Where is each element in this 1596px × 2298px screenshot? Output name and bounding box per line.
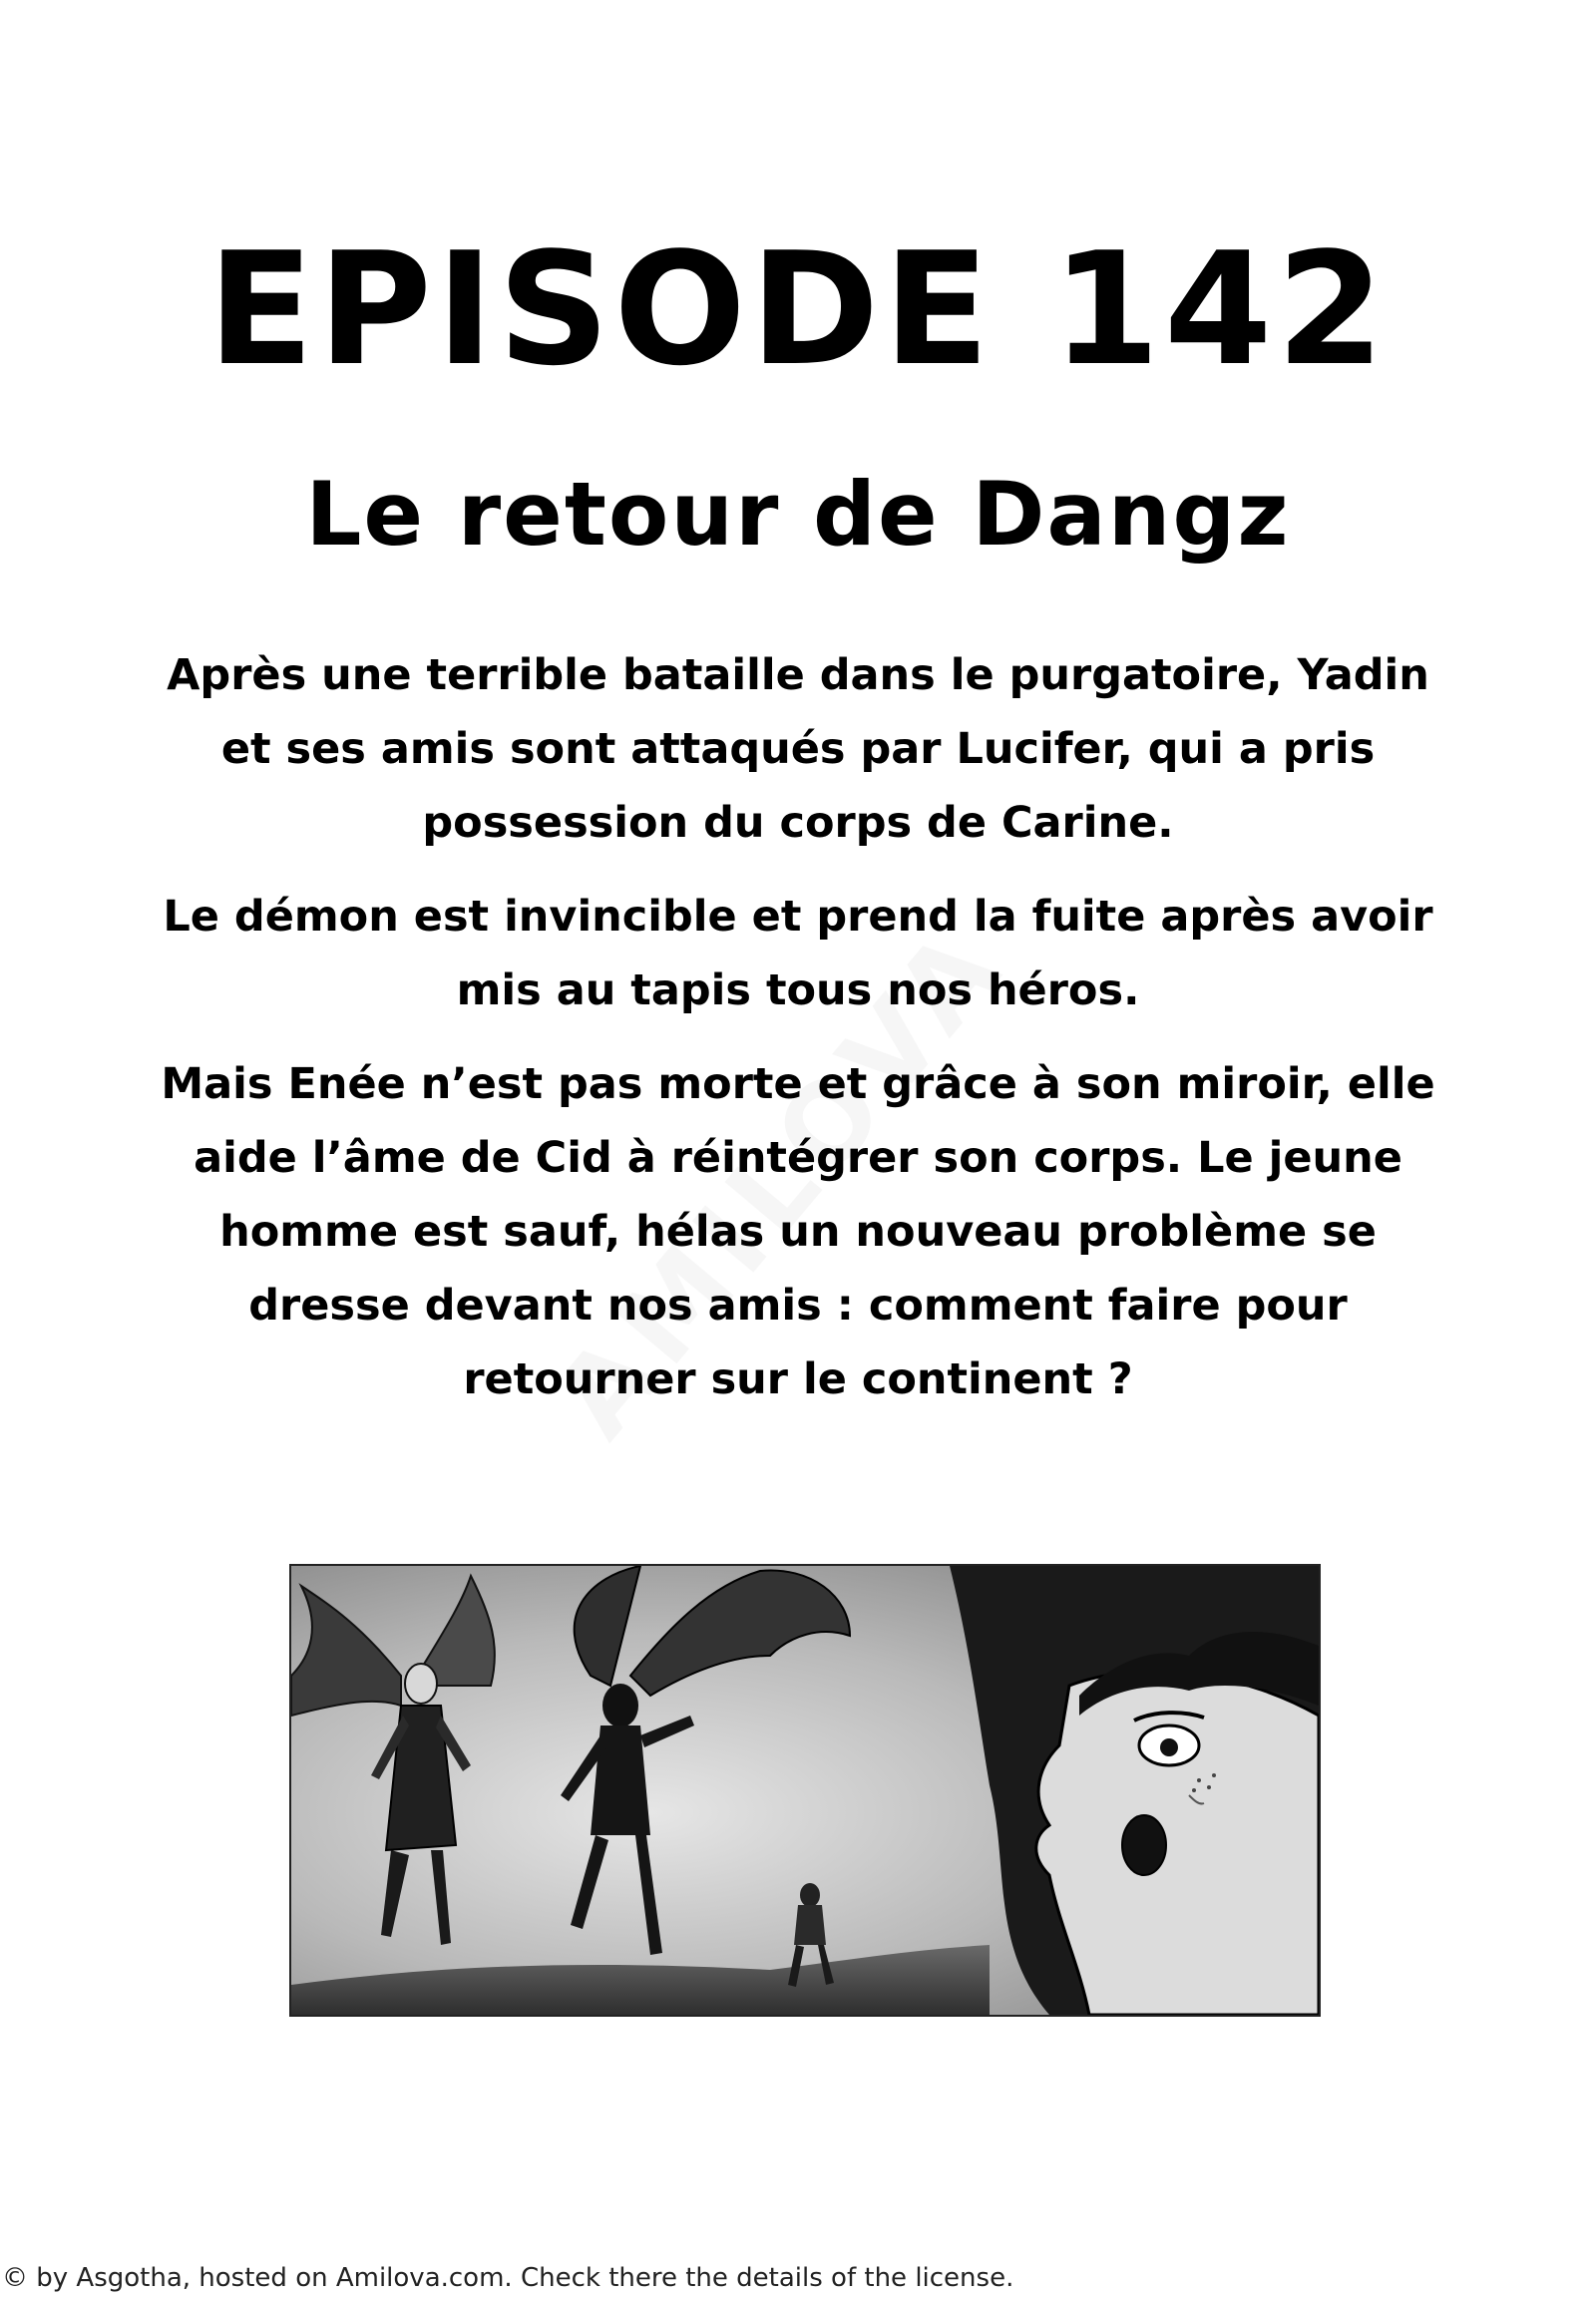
summary-paragraph: Le démon est invincible et prend la fuite après avoir mis au tapis tous nos héros. — [163, 892, 1433, 1015]
manga-panel-illustration — [291, 1566, 1319, 2015]
summary-paragraph: Mais Enée n’est pas morte et grâce à son miroir, elle aide l’âme de Cid à réintégrer son corps. Le jeune homme est sauf, hélas un nouveau problème se dresse devant nos amis : comment faire pour retourner sur le continent ? — [161, 1059, 1435, 1404]
license-footer: © by Asgotha, hosted on Amilova.com. Check there the details of the license. — [2, 2263, 1014, 2293]
episode-title: Le retour de Dangz — [305, 463, 1291, 566]
manga-panel — [289, 1564, 1321, 2017]
episode-summary — [160, 638, 1436, 1436]
episode-number: EPISODE 142 — [207, 218, 1389, 400]
summary-paragraph: Après une terrible bataille dans le purgatoire, Yadin et ses amis sont attaqués par Lucifer, qui a pris possession du corps de Carine. — [167, 650, 1429, 848]
